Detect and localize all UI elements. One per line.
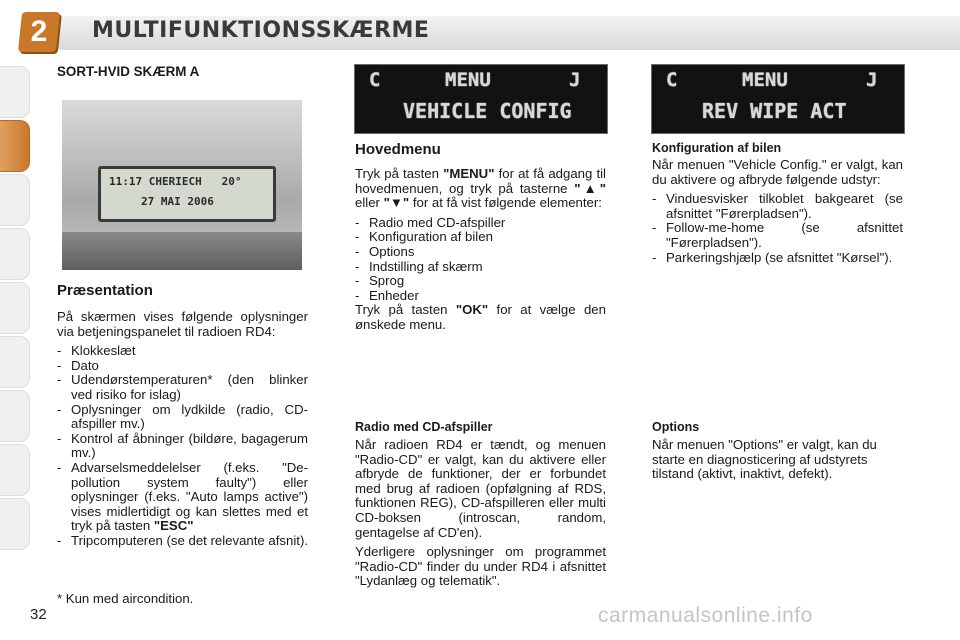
menu-key: "MENU" xyxy=(443,166,495,181)
list-item: - Options xyxy=(355,245,606,260)
lcd-title: MENU xyxy=(445,69,491,91)
list-item: - Udendørstemperaturen* (den blinker ved risiko for islag) xyxy=(57,373,308,402)
list-item xyxy=(57,461,308,534)
main-menu-text xyxy=(355,167,606,333)
radio-paragraph-2: Yderligere oplysninger om programmet "Radio-CD" finder du under RD4 i afsnittet "Lydanlæg og telematik". xyxy=(355,544,606,589)
presentation-title: Præsentation xyxy=(57,282,153,299)
lcd-left-symbol: C xyxy=(369,69,381,91)
side-tab-4[interactable] xyxy=(0,228,30,280)
list-item-text: Advarselsmeddelelser (f.eks. "De-pollution system faulty") eller oplysninger (f.eks. "Auto lamps active") vises midlertidigt og kan slettes med et tryk på tasten xyxy=(71,459,308,534)
lcd-selected-item: REV WIPE ACT xyxy=(702,99,847,123)
ok-key: "OK" xyxy=(455,302,489,318)
list-item: - Konfiguration af bilen xyxy=(355,230,606,245)
list-item: - Radio med CD-afspiller xyxy=(355,216,606,231)
side-tab-9[interactable] xyxy=(0,498,30,550)
page-number: 32 xyxy=(30,606,47,623)
side-tab-1[interactable] xyxy=(0,66,30,118)
side-tab-7[interactable] xyxy=(0,390,30,442)
presentation-intro: På skærmen vises følgende oplysninger via betjeningspanelet til radioen RD4: xyxy=(57,309,308,339)
config-intro: Når menuen "Vehicle Config." er valgt, kan du aktivere og afbryde følgende udstyr: xyxy=(652,157,903,187)
list-item: - Enheder xyxy=(355,289,606,304)
list-item: - Indstilling af skærm xyxy=(355,260,606,275)
dashboard-vent xyxy=(62,232,302,270)
lcd-left-symbol: C xyxy=(666,69,678,91)
lcd-right-symbol: J xyxy=(569,69,581,91)
config-title: Konfiguration af bilen xyxy=(652,141,782,155)
display-date-line: 27 MAI 2006 xyxy=(141,195,214,208)
list-item: - Sprog xyxy=(355,274,606,289)
side-tab-6[interactable] xyxy=(0,336,30,388)
side-tab-5[interactable] xyxy=(0,282,30,334)
lcd-display-config xyxy=(651,64,905,134)
footnote: * Kun med aircondition. xyxy=(57,591,194,606)
config-list xyxy=(652,192,903,265)
radio-paragraph-1: Når radioen RD4 er tændt, og menuen "Radio-CD" er valgt, kan du aktivere eller afbryde de funktioner, der er forbundet med brug af radioen (opfølgning af RDS, funktionen REG), CD-afspilleren eller multi CD-boksen (introscan, random, gentagelse af CD'en). xyxy=(355,437,606,540)
list-item: - Parkeringshjælp (se afsnittet "Kørsel"). xyxy=(652,251,903,266)
list-item: - Dato xyxy=(57,359,308,374)
options-text: Når menuen "Options" er valgt, kan du starte en diagnosticering af udstyrets tilstand (aktivt, inaktivt, defekt). xyxy=(652,437,877,482)
presentation-text xyxy=(57,310,308,549)
list-item: - Oplysninger om lydkilde (radio, CD-afspiller mv.) xyxy=(57,403,308,432)
lcd-display-main-menu xyxy=(354,64,608,134)
chapter-number: 2 xyxy=(30,15,48,48)
display-time-line: 11:17 CHERIECH 20° xyxy=(109,175,242,188)
main-menu-list xyxy=(355,216,606,304)
radio-title: Radio med CD-afspiller xyxy=(355,420,493,434)
lcd-selected-item: VEHICLE CONFIG xyxy=(403,99,572,123)
side-tab-3[interactable] xyxy=(0,174,30,226)
list-item: - Vinduesvisker tilkoblet bakgearet (se afsnittet "Førerpladsen"). xyxy=(652,192,903,221)
side-tab-8[interactable] xyxy=(0,444,30,496)
side-tab-2-active[interactable] xyxy=(0,120,30,172)
main-menu-title: Hovedmenu xyxy=(355,141,441,158)
list-item: - Kontrol af åbninger (bildøre, bagagerum mv.) xyxy=(57,432,308,461)
esc-key: "ESC" xyxy=(153,518,194,534)
ok-instruction: Tryk på tasten "OK" for at vælge den ønskede menu. xyxy=(355,302,606,332)
lcd-right-symbol: J xyxy=(866,69,878,91)
up-key: "▲" xyxy=(574,180,607,196)
radio-text xyxy=(355,438,606,589)
monochrome-display xyxy=(98,166,276,222)
config-text xyxy=(652,158,903,265)
main-menu-intro: Tryk på tasten "MENU" for at få adgang til hovedmenuen, og tryk på tasterne "▲" eller "▼" for at få vist følgende elementer: xyxy=(355,166,607,211)
watermark: carmanualsonline.info xyxy=(598,604,813,627)
options-title: Options xyxy=(652,420,700,434)
list-item: - Tripcomputeren (se det relevante afsnit). xyxy=(57,534,308,549)
list-item: - Klokkeslæt xyxy=(57,344,308,359)
list-item: - Follow-me-home (se afsnittet "Førerpladsen"). xyxy=(652,221,903,250)
presentation-list xyxy=(57,344,308,548)
page-title: MULTIFUNKTIONSSKÆRME xyxy=(92,18,430,43)
section-heading: SORT-HVID SKÆRM A xyxy=(57,64,200,79)
lcd-title: MENU xyxy=(742,69,788,91)
down-key: "▼" xyxy=(383,195,410,211)
